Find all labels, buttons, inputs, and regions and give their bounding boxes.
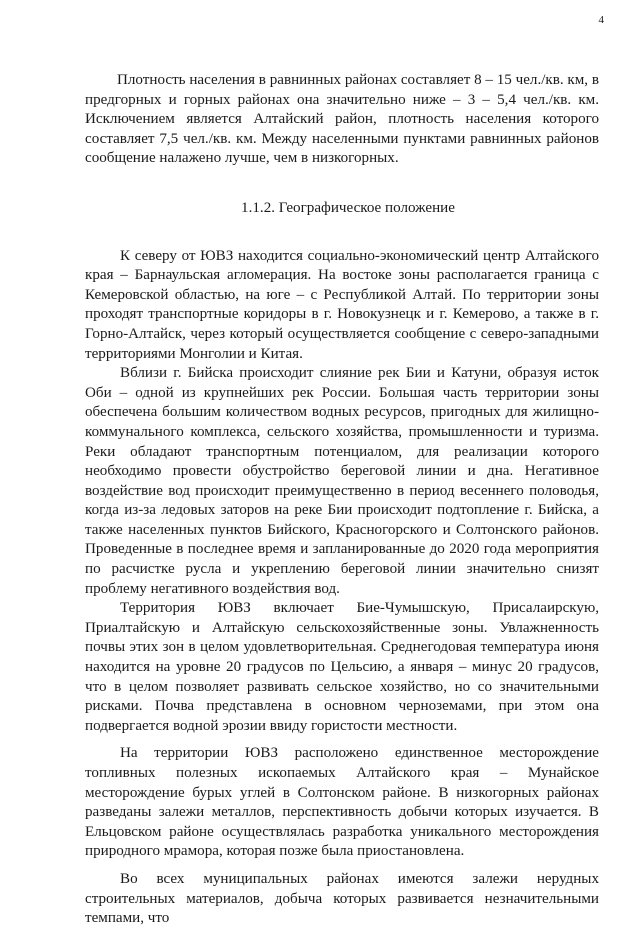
- section-heading: 1.1.2. Географическое положение: [241, 199, 455, 216]
- paragraph-rivers: Вблизи г. Бийска происходит слияние рек Бии и Катуни, образуя исток Оби – одной из крупнейших рек России. Большая часть территории зоны обеспечена большим количеством водных ресурсов, пригодных для жилищно-коммунального комплекса, сельского хозяйства, промышленности и туризма. Реки обладают транспортным потенциалом, для реализации которого необходимо провести обустройство береговой линии и дна. Негативное воздействие вод происходит преимущественно в период весеннего половодья, когда из-за ледовых заторов на реке Бии происходит подтопление г. Бийска, а также населенных пунктов Бийского, Красногорского и Солтонского районов. Проведенные в последнее время и запланированные до 2020 года мероприятия по расчистке русла и укреплению береговой линии значительно снизят проблему негативного воздействия вод.: [85, 365, 599, 597]
- page-number: 4: [598, 14, 604, 26]
- paragraph-building-materials: Во всех муниципальных районах имеются залежи нерудных строительных материалов, добыча которых развивается незначительными темпами, что: [85, 870, 599, 927]
- paragraph-minerals: На территории ЮВЗ расположено единственное месторождение топливных полезных ископаемых Алтайского края – Мунайское месторождение бурых углей в Солтонском районе. В низкогорных районах разведаны залежи металлов, перспективность добычи которых изучается. В Ельцовском районе осуществлялась разработка уникального месторождения природного мрамора, которая позже была приостановлена.: [85, 745, 599, 860]
- document-body: [85, 71, 599, 929]
- paragraph-agriculture: Территория ЮВЗ включает Бие-Чумышскую, Присалаирскую, Приалтайскую и Алтайскую сельскохозяйственные зоны. Увлажненность почвы этих зон в целом удовлетворительная. Среднегодовая температура июня находится на уровне 20 градусов по Цельсию, а января – минус 20 градусов, что в целом позволяет развивать сельское хозяйство, но со значительными рисками. Почва представлена в основном черноземами, при этом она подвергается водной эрозии ввиду гористости местности.: [85, 600, 599, 734]
- intro-paragraph: Плотность населения в равнинных районах составляет 8 – 15 чел./кв. км, в предгорных и горных районах она значительно ниже – 3 – 5,4 чел./кв. км. Исключением является Алтайский район, плотность населения которого составляет 7,5 чел./кв. км. Между населенными пунктами равнинных районов сообщение налажено лучше, чем в низкогорных.: [85, 72, 599, 167]
- paragraph-location: К северу от ЮВЗ находится социально-экономический центр Алтайского края – Барнаульская агломерация. На востоке зоны располагается граница с Кемеровской областью, на юге – с Республикой Алтай. По территории зоны проходят транспортные коридоры в г. Новокузнецк и г. Кемерово, а также в г. Горно-Алтайск, через который осуществляется сообщение с северо-западными территориями Монголии и Китая.: [85, 247, 599, 362]
